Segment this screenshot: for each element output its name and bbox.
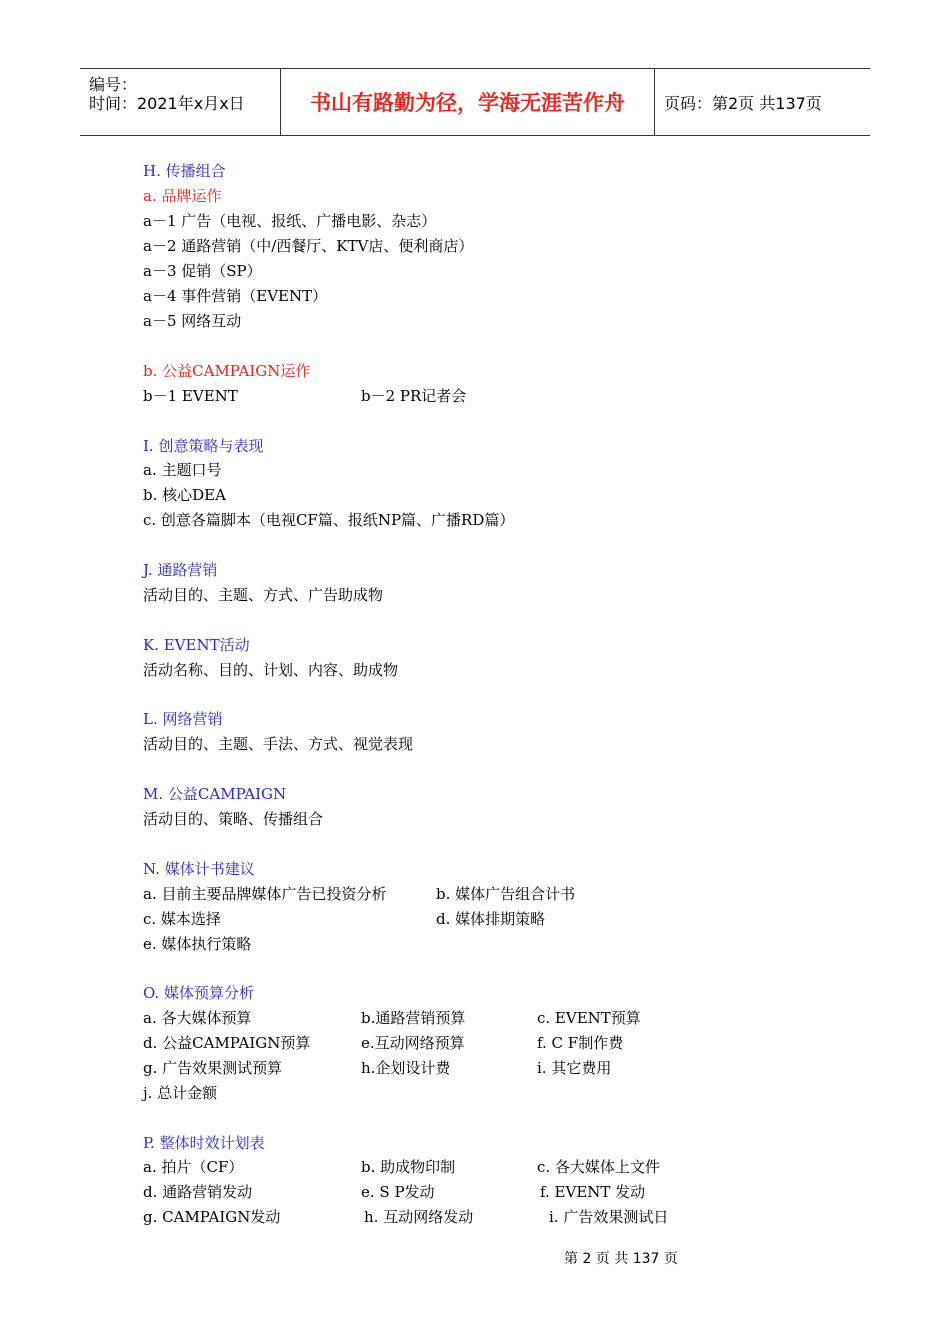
list-item: c. 创意各篇脚本（电视CF篇、报纸NP篇、广播RD篇） [143,511,515,529]
list-item: e. 媒体执行策略 [143,935,252,953]
list-item: a－1 广告（电视、报纸、广播电影、杂志） [143,212,437,230]
section-k-title: K. EVENT活动 [143,636,250,654]
list-item: c. EVENT预算 [537,1009,641,1027]
list-item: j. 总计金额 [143,1084,218,1102]
section-n-title: N. 媒体计书建议 [143,860,255,878]
list-item: a. 目前主要品牌媒体广告已投资分析 [143,885,387,903]
list-item: b－2 PR记者会 [361,387,467,405]
list-item: i. 其它费用 [537,1059,612,1077]
list-item: b－1 EVENT [143,387,238,405]
list-item: f. EVENT 发动 [540,1183,646,1201]
list-item: a－2 通路营销（中/西餐厅、KTV店、便利商店） [143,237,474,255]
section-p-title: P. 整体时效计划表 [143,1134,265,1152]
page-header [80,68,870,136]
section-k-text: 活动名称、目的、计划、内容、助成物 [143,661,399,679]
list-item: f. C F制作费 [537,1034,624,1052]
list-item: c. 媒本选择 [143,910,221,928]
header-page-cell [655,69,870,135]
list-item: g. 广告效果测试预算 [143,1059,283,1077]
section-j-title: J. 通路营销 [143,561,218,579]
section-l-title: L. 网络营销 [143,710,223,728]
list-item: b.通路营销预算 [361,1009,466,1027]
list-item: h. 互动网络发动 [364,1208,474,1226]
section-h-b-title: b. 公益CAMPAIGN运作 [143,362,311,380]
section-m-title: M. 公益CAMPAIGN [143,785,287,803]
list-item: a. 各大媒体预算 [143,1009,252,1027]
header-motto-cell [281,69,655,135]
list-item: b. 助成物印制 [361,1158,456,1176]
section-j-text: 活动目的、主题、方式、广告助成物 [143,586,384,604]
list-item: d. 媒体排期策略 [436,910,546,928]
list-item: b. 核心DEA [143,486,226,504]
list-item: c. 各大媒体上文件 [537,1158,660,1176]
list-item: h.企划设计费 [361,1059,451,1077]
list-item: a. 拍片（CF） [143,1158,244,1176]
header-meta-cell [80,69,281,135]
section-i-title: I. 创意策略与表现 [143,437,264,455]
section-h-title: H. 传播组合 [143,162,226,180]
list-item: a－4 事件营销（EVENT） [143,287,328,305]
section-o-title: O. 媒体预算分析 [143,984,254,1002]
list-item: e. S P发动 [361,1183,435,1201]
list-item: i. 广告效果测试日 [549,1208,669,1226]
doc-number-label: 编号： [89,75,138,94]
list-item: d. 公益CAMPAIGN预算 [143,1034,311,1052]
section-h-a-title: a. 品牌运作 [143,187,222,205]
doc-time-label: 时间：2021年x月x日 [89,94,245,113]
section-m-text: 活动目的、策略、传播组合 [143,810,324,828]
list-item: a. 主题口号 [143,461,222,479]
motto-text: 书山有路勤为径，学海无涯苦作舟 [310,91,625,115]
list-item: d. 通路营销发动 [143,1183,253,1201]
section-l-text: 活动目的、主题、手法、方式、视觉表现 [143,735,414,753]
page-info: 页码：第2页 共137页 [664,93,822,113]
list-item: a－5 网络互动 [143,312,242,330]
list-item: a－3 促销（SP） [143,262,262,280]
page-footer: 第 2 页 共 137 页 [564,1251,678,1267]
list-item: g. CAMPAIGN发动 [143,1208,281,1226]
list-item: e.互动网络预算 [361,1034,465,1052]
list-item: b. 媒体广告组合计书 [436,885,576,903]
